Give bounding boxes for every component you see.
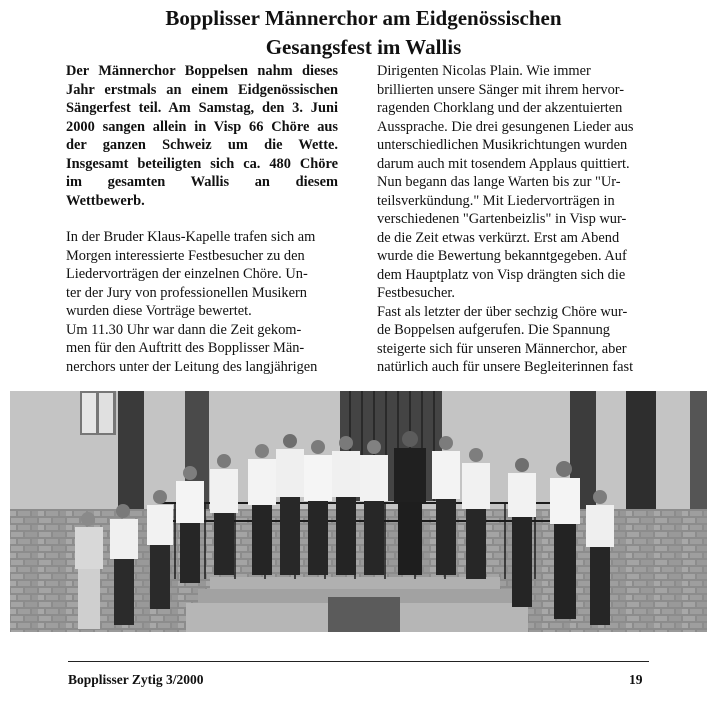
body-line: nerchors unter der Leitung des langjährigen <box>66 358 318 375</box>
lead-line: Insgesamt beteiligten sich ca. 480 Chöre <box>66 155 338 172</box>
body-line: brillierten unsere Sänger mit ihrem hervor- <box>377 81 625 98</box>
lead-line: Der Männerchor Boppelsen nahm dieses <box>66 63 338 79</box>
body-line: dem Hauptplatz von Visp drängten sich die <box>377 266 626 283</box>
lead-line: Wettbewerb. <box>66 192 145 209</box>
article-title <box>0 4 727 62</box>
lead-line: 2000 sangen allein in Visp 66 Chöre aus <box>66 118 338 135</box>
lead-line: Jahr erstmals an einem Eidgenössischen <box>66 81 338 98</box>
choir-group-photo <box>10 391 707 632</box>
body-paragraph <box>66 228 338 376</box>
lead-line: im gesamten Wallis an diesem <box>66 174 338 190</box>
body-line: Fast als letzter der über sechzig Chöre wur- <box>377 303 628 320</box>
body-line: Aussprache. Die drei gesungenen Lieder aus <box>377 118 634 135</box>
body-line: darum auch mit tosendem Applaus quittiert. <box>377 155 630 172</box>
footer-publication: Bopplisser Zytig 3/2000 <box>68 672 204 687</box>
title-line: Gesangsfest im Wallis <box>265 35 462 59</box>
body-line: Dirigenten Nicolas Plain. Wie immer <box>377 63 591 79</box>
footer-page-number: 19 <box>629 672 643 687</box>
body-line: Liedervorträgen der einzelnen Chöre. Un- <box>66 266 308 282</box>
title-line: Bopplisser Männerchor am Eidgenössischen <box>165 6 562 30</box>
body-line: wurde die Bewertung bekanntgegeben. Auf <box>377 248 627 264</box>
body-line: steigerte sich für unseren Männerchor, aber <box>377 340 627 357</box>
body-line: men für den Auftritt des Bopplisser Män- <box>66 340 305 356</box>
body-line: ter der Jury von professionellen Musikern <box>66 284 307 301</box>
body-line: Festbesucher. <box>377 285 455 301</box>
lead-line: der ganzen Schweiz um die Wette. <box>66 137 338 153</box>
body-line: In der Bruder Klaus-Kapelle trafen sich am <box>66 229 316 245</box>
lead-line: Sängerfest teil. Am Samstag, den 3. Juni <box>66 100 338 116</box>
right-column <box>377 62 649 377</box>
body-line: Um 11.30 Uhr war dann die Zeit gekom- <box>66 321 302 338</box>
lead-paragraph <box>66 62 338 210</box>
body-line: de Boppelsen aufgerufen. Die Spannung <box>377 322 610 338</box>
body-line: Morgen interessierte Festbesucher zu den <box>66 247 305 264</box>
body-line: wurden diese Vorträge bewertet. <box>66 303 252 319</box>
body-line: de die Zeit etwas verkürzt. Erst am Abend <box>377 229 620 246</box>
body-line: Nun begann das lange Warten bis zur "Ur- <box>377 174 621 190</box>
body-line: teilsverkündung." Mit Liedervorträgen in <box>377 192 615 209</box>
body-line: verschiedenen "Gartenbeizlis" in Visp wur- <box>377 211 627 227</box>
footer-rule <box>68 661 649 662</box>
body-line: natürlich auch für unsere Begleiterinnen fast <box>377 359 634 375</box>
body-line: ragenden Chorklang und der akzentuierten <box>377 100 623 116</box>
left-column <box>66 62 338 376</box>
body-line: unterschiedlichen Musikrichtungen wurden <box>377 137 628 153</box>
